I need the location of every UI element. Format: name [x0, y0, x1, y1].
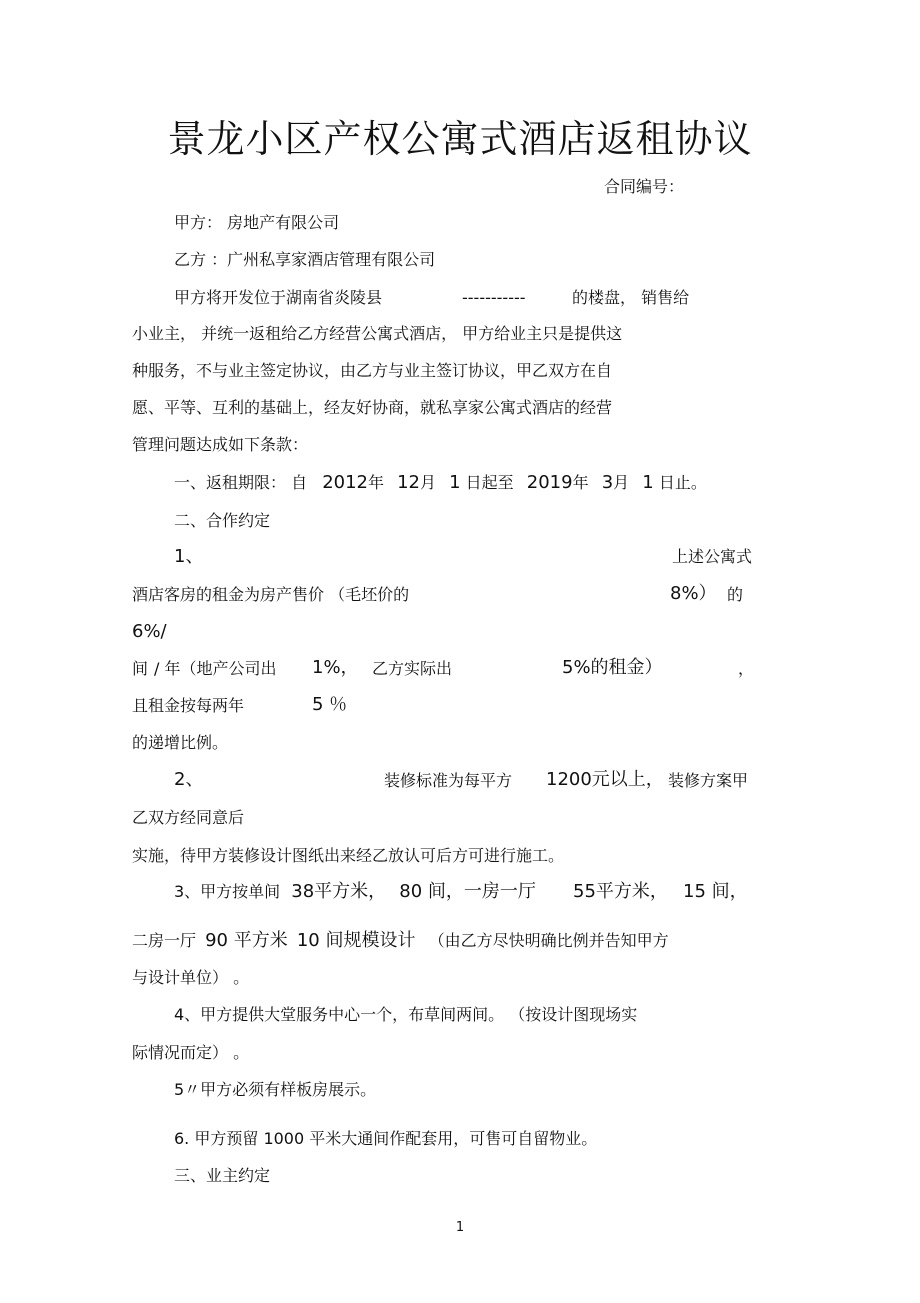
clause1-right: 上述公寓式	[672, 547, 753, 566]
intro-line-1c: 的楼盘， 销售给	[572, 288, 690, 307]
contract-number-label: 合同编号：	[604, 177, 685, 196]
s1-day1: 1	[449, 472, 461, 493]
s1-t5: 年	[572, 473, 589, 492]
clause1-line4a: 间	[132, 659, 149, 678]
section1-line	[174, 472, 707, 494]
clause5: 5〃甲方必须有样板房展示。	[174, 1080, 377, 1099]
intro-line-2: 小业主， 并统一返租给乙方经营公寓式酒店， 甲方给业主只是提供这	[132, 324, 623, 343]
s1-year1: 2012	[322, 472, 368, 493]
clause1-line4e: 5%的租金）	[562, 657, 663, 678]
clause1-line2a: 酒店客房的租金为房产售价 （毛坯价的	[132, 585, 410, 604]
section3-heading: 三、业主约定	[174, 1166, 271, 1185]
clause3-e: 15 间，	[683, 881, 748, 902]
clause3-l2b: 90 平方米	[205, 930, 288, 951]
clause3-line3: 与设计单位） 。	[132, 968, 250, 987]
clause1-line4c: 1%，	[312, 657, 359, 678]
clause2-line3: 实施，待甲方装修设计图纸出来经乙放认可后方可进行施工。	[132, 846, 565, 865]
intro-line-3: 种服务，不与业主签定协议，由乙方与业主签订协议，甲乙双方在自	[132, 361, 613, 380]
clause3-d: 55平方米，	[573, 881, 668, 902]
clause1-line4f: ，	[738, 659, 755, 678]
clause1-line6: 的递增比例。	[132, 733, 229, 752]
clause2-c: 装修方案甲	[668, 771, 749, 790]
clause1-line3: 6%/	[132, 621, 167, 642]
clause3-b: 38平方米，	[291, 881, 387, 902]
clause3-c: 80 间，一房一厅	[399, 881, 536, 902]
intro-line-1b: -----------	[462, 288, 526, 307]
clause6: 6. 甲方预留 1000 平米大通间作配套用，可售可自留物业。	[174, 1129, 598, 1148]
clause1-line2b: 8%）	[670, 583, 717, 604]
clause2-b: 1200元以上，	[546, 769, 664, 790]
s1-t4: 日起至	[465, 473, 514, 492]
s1-t2: 年	[368, 473, 385, 492]
clause1-line2c: 的	[727, 585, 744, 604]
clause1-line5a: 且租金按每两年	[132, 696, 245, 715]
intro-line-4: 愿、平等、互利的基础上，经友好协商，就私享家公寓式酒店的经营	[132, 398, 613, 417]
party-a: 甲方： 房地产有限公司	[174, 213, 340, 232]
clause3-l2a: 二房一厅	[132, 931, 197, 950]
clause2-a: 装修标准为每平方	[384, 771, 513, 790]
clause4-line2: 际情况而定） 。	[132, 1043, 250, 1062]
s1-year2: 2019	[526, 472, 573, 493]
s1-t7: 日止。	[658, 473, 707, 492]
section2-heading: 二、合作约定	[174, 511, 271, 530]
party-b: 乙方 ：广州私享家酒店管理有限公司	[174, 250, 436, 269]
clause3-line1	[174, 881, 748, 903]
s1-month1: 12	[397, 472, 421, 493]
intro-line-1a: 甲方将开发位于湖南省炎陵县	[174, 288, 383, 307]
clause1-line4d: 乙方实际出	[372, 659, 453, 678]
page-number: 1	[455, 1220, 465, 1235]
clause2-line2: 乙双方经同意后	[132, 808, 245, 827]
s1-t3: 月	[420, 473, 437, 492]
s1-day2: 1	[642, 472, 654, 493]
s1-label: 一、返租期限： 自	[174, 473, 308, 492]
clause3-l2c: 10 间规模设计	[296, 930, 416, 951]
clause4-line1: 4、甲方提供大堂服务中心一个，布草间两间。 （按设计图现场实	[174, 1005, 638, 1024]
clause3-a: 3、甲方按单间	[174, 882, 281, 901]
clause1-line4b: / 年（地产公司出	[154, 659, 277, 678]
s1-month2: 3	[601, 472, 614, 493]
clause3-l2d: （由乙方尽快明确比例并告知甲方	[428, 931, 669, 950]
intro-line-5: 管理问题达成如下条款：	[132, 435, 309, 454]
clause2-number: 2、	[174, 769, 204, 790]
s1-t6: 月	[613, 473, 630, 492]
clause3-line2	[132, 930, 669, 952]
clause1-line5b: 5 ％	[312, 694, 348, 715]
page-title: 景龙小区产权公寓式酒店返租协议	[167, 117, 753, 161]
clause1-number: 1、	[174, 546, 204, 567]
